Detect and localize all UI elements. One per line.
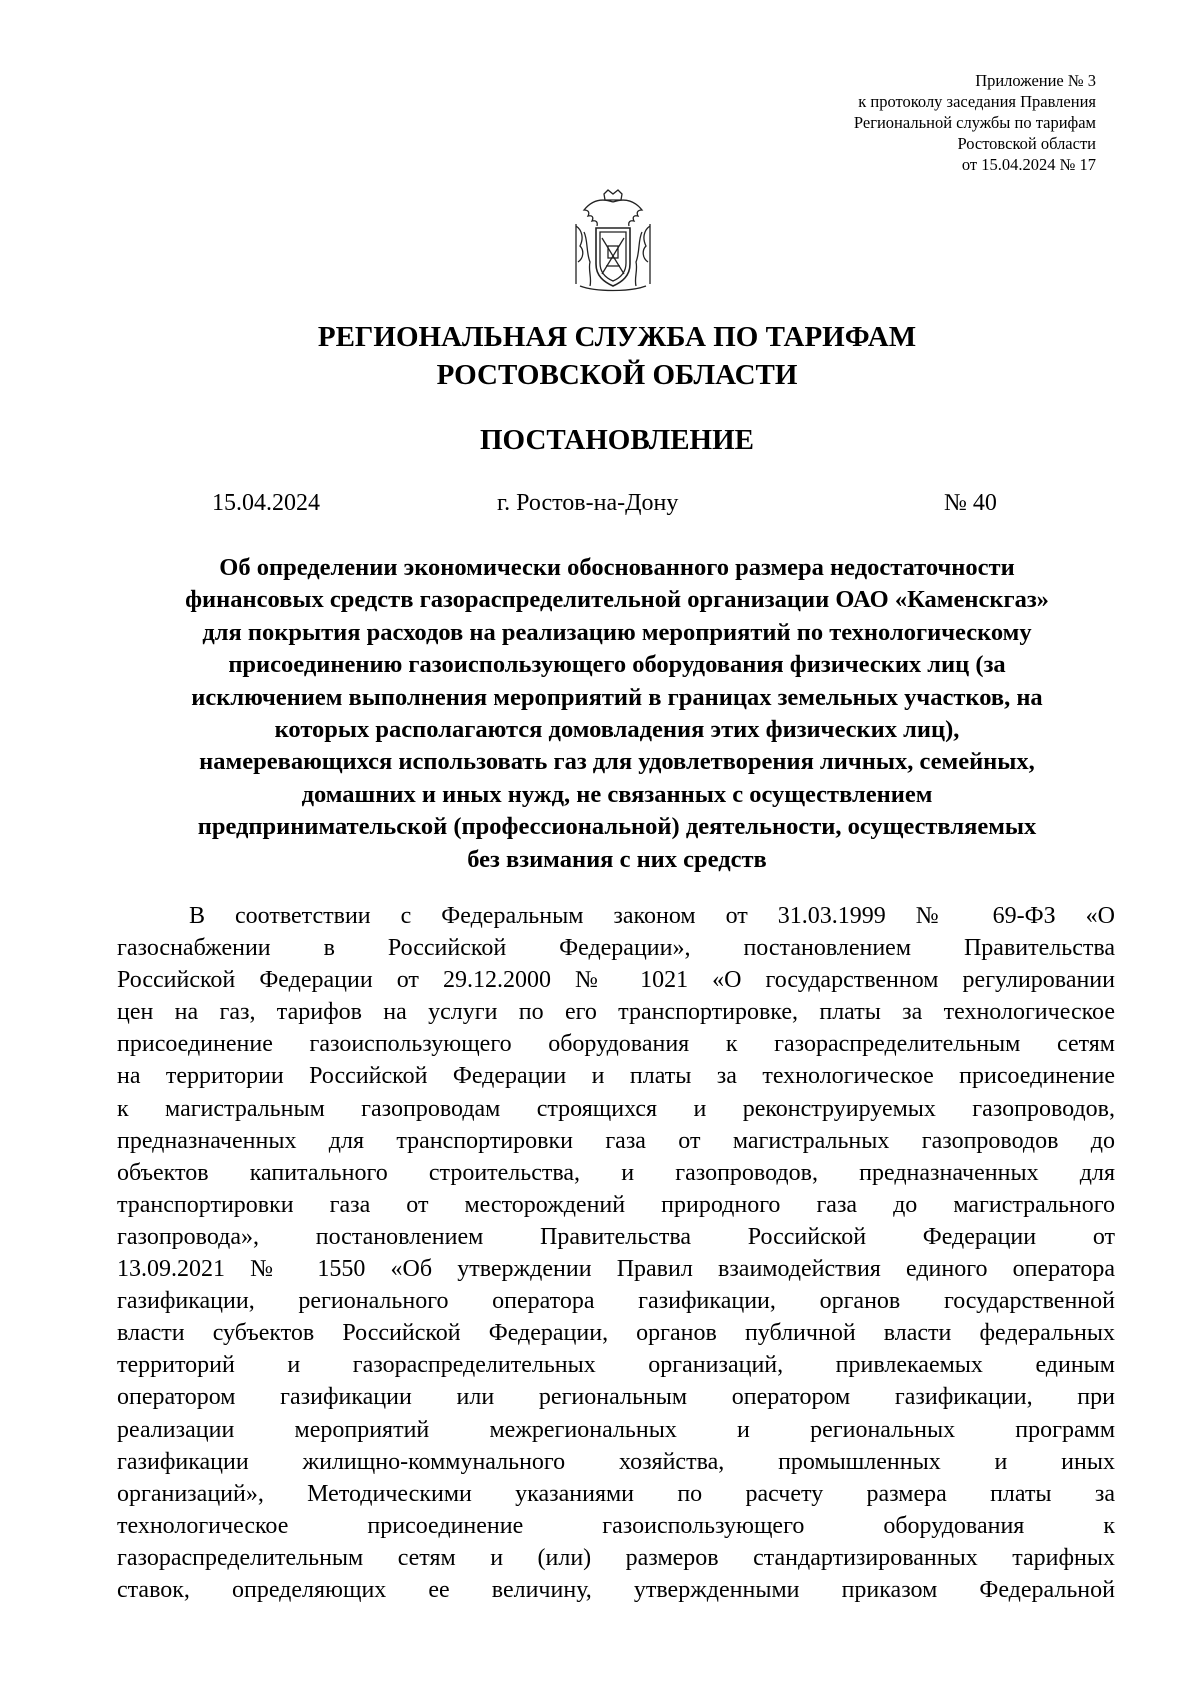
body-line: оператором газификации или региональным оператором газификации, при xyxy=(117,1384,1115,1411)
body-line: на территории Российской Федерации и платы за технологическое присоединение xyxy=(117,1063,1115,1090)
document-date: 15.04.2024 xyxy=(212,490,320,516)
subject-line: предпринимательской (профессиональной) деятельности, осуществляемых xyxy=(197,813,1037,841)
subject-line: без взимания с них средств xyxy=(467,845,767,873)
body-line: присоединение газоиспользующего оборудования к газораспределительным сетям xyxy=(117,1031,1115,1058)
appendix-line: Ростовской области xyxy=(957,134,1096,153)
body-line: предназначенных для транспортировки газа от магистральных газопроводов до xyxy=(117,1127,1115,1154)
body-line: ставок, определяющих ее величину, утвержденными приказом Федеральной xyxy=(117,1576,1115,1603)
body-line: цен на газ, тарифов на услуги по его транспортировке, платы за технологическое xyxy=(117,999,1115,1026)
body-line: реализации мероприятий межрегиональных и региональных программ xyxy=(117,1416,1115,1443)
body-line: Российской Федерации от 29.12.2000 № 1021 «О государственном регулировании xyxy=(117,967,1115,994)
organization-title xyxy=(0,318,1200,394)
subject-line: Об определении экономически обоснованного размера недостаточности xyxy=(219,554,1015,581)
organization-title-line: РЕГИОНАЛЬНАЯ СЛУЖБА ПО ТАРИФАМ xyxy=(317,321,917,353)
appendix-line: к протоколу заседания Правления xyxy=(858,92,1096,111)
body-line: газораспределительным сетям и (или) размеров стандартизированных тарифных xyxy=(117,1544,1115,1571)
body-line: 13.09.2021 № 1550 «Об утверждении Правил взаимодействия единого оператора xyxy=(117,1256,1115,1283)
subject-line: намеревающихся использовать газ для удовлетворения личных, семейных, xyxy=(199,748,1035,776)
document-type: ПОСТАНОВЛЕНИЕ xyxy=(479,424,754,456)
subject-line: для покрытия расходов на реализацию мероприятий по технологическому xyxy=(202,618,1032,646)
body-line: газопровода», постановлением Правительства Российской Федерации от xyxy=(117,1223,1115,1250)
document-subject xyxy=(130,552,1104,876)
body-line: к магистральным газопроводам строящихся и реконструируемых газопроводов, xyxy=(117,1095,1115,1122)
subject-line: финансовых средств газораспределительной организации ОАО «Каменскгаз» xyxy=(185,586,1049,614)
appendix-note xyxy=(696,70,1096,175)
document-city: г. Ростов-на-Дону xyxy=(497,490,679,516)
body-line: газификации, регионального оператора газификации, органов государственной xyxy=(117,1288,1115,1315)
body-line: власти субъектов Российской Федерации, органов публичной власти федеральных xyxy=(117,1320,1115,1347)
body-line: объектов капитального строительства, и газопроводов, предназначенных для xyxy=(117,1159,1115,1186)
body-line: территорий и газораспределительных организаций, привлекаемых единым xyxy=(117,1352,1115,1379)
document-number: № 40 xyxy=(944,490,997,516)
body-line: транспортировки газа от месторождений природного газа до магистрального xyxy=(117,1191,1115,1218)
body-line: В соответствии с Федеральным законом от 31.03.1999 № 69-ФЗ «О xyxy=(189,903,1115,929)
document-body xyxy=(117,900,1115,1606)
appendix-line: Региональной службы по тарифам xyxy=(853,113,1096,132)
appendix-line: Приложение № 3 xyxy=(975,71,1096,90)
subject-line: домашних и иных нужд, не связанных с осуществлением xyxy=(301,780,933,808)
organization-title-line: РОСТОВСКОЙ ОБЛАСТИ xyxy=(436,359,798,391)
body-line: организаций», Методическими указаниями по расчету размера платы за xyxy=(117,1480,1115,1507)
body-line: технологическое присоединение газоиспользующего оборудования к xyxy=(117,1512,1115,1539)
body-line: газификации жилищно-коммунального хозяйства, промышленных и иных xyxy=(117,1448,1115,1475)
subject-line: которых располагаются домовладения этих физических лиц), xyxy=(274,716,960,744)
coat-of-arms-icon xyxy=(566,188,660,294)
subject-line: присоединению газоиспользующего оборудования физических лиц (за xyxy=(228,651,1006,679)
subject-line: исключением выполнения мероприятий в границах земельных участков, на xyxy=(191,683,1043,711)
body-line: газоснабжении в Российской Федерации», постановлением Правительства xyxy=(117,935,1115,962)
appendix-line: от 15.04.2024 № 17 xyxy=(961,155,1096,174)
